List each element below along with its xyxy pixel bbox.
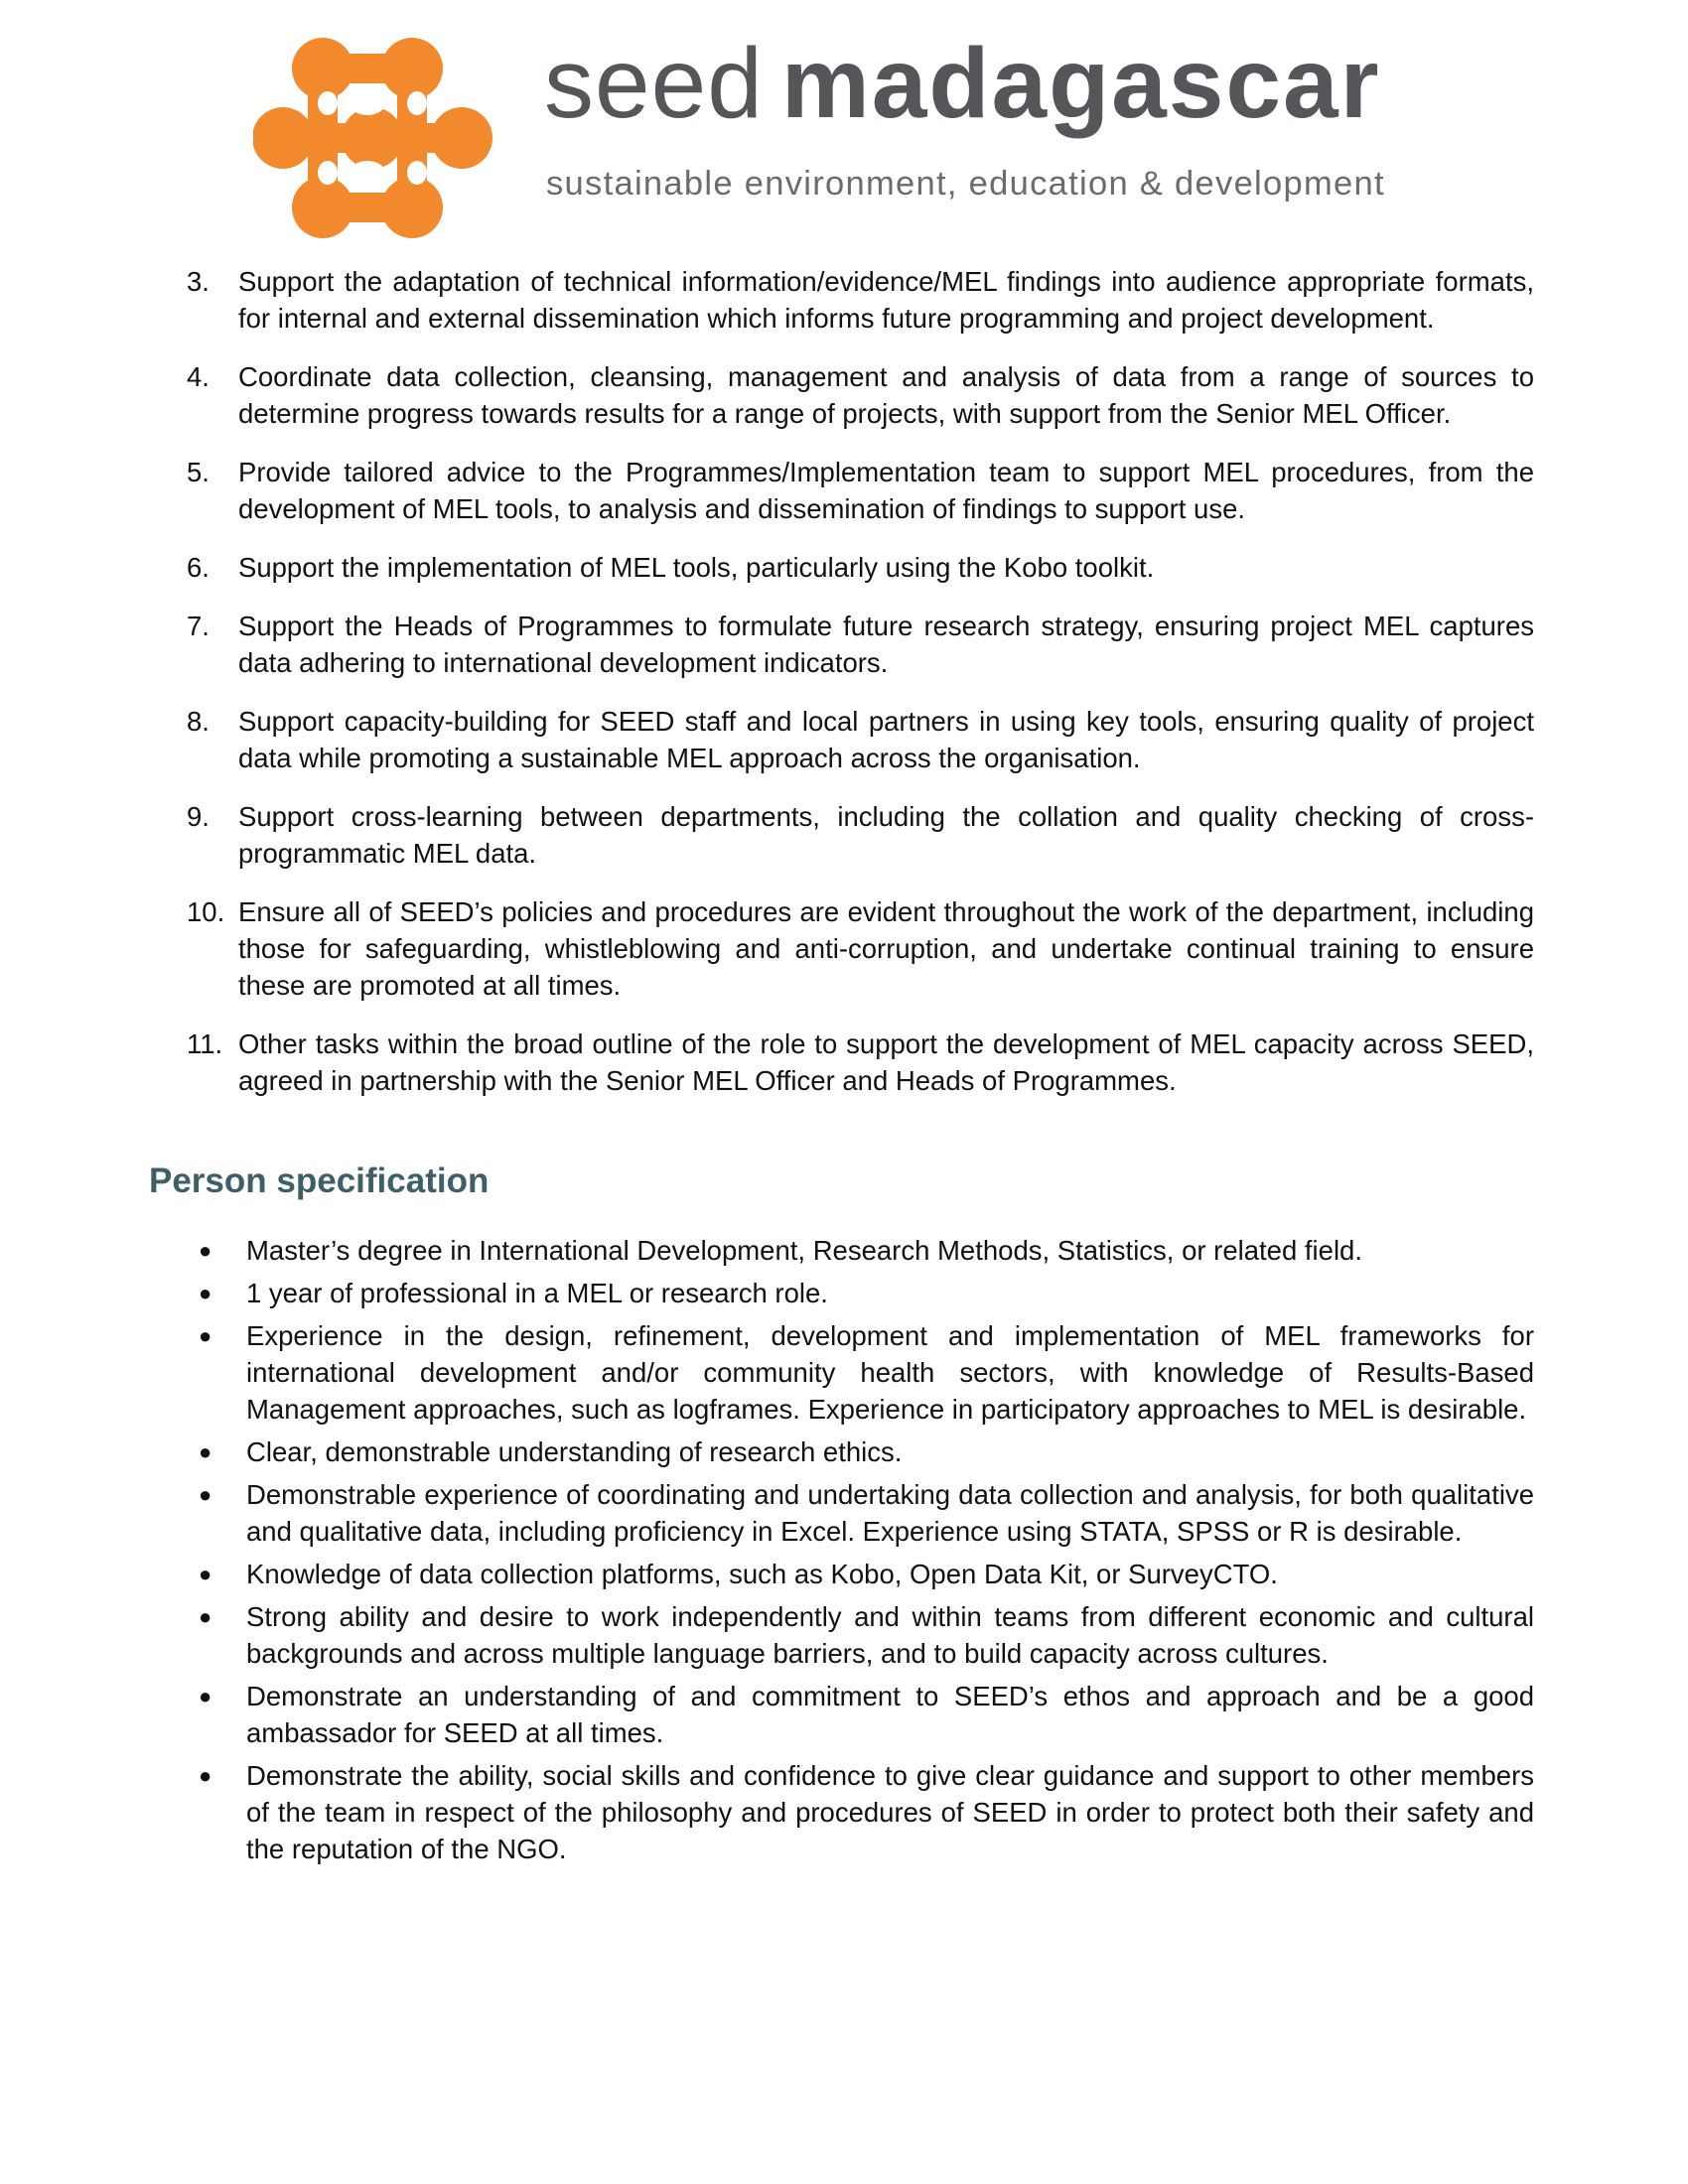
person-spec-item bbox=[149, 1476, 1534, 1550]
person-spec-item bbox=[149, 1556, 1534, 1592]
list-number: 4. bbox=[187, 361, 210, 392]
responsibility-text: Support the Heads of Programmes to formulate future research strategy, ensuring project MEL captures data adhering to international development indicators. bbox=[238, 611, 1534, 678]
responsibility-text: Support cross-learning between departments, including the collation and quality checking of cross-programmatic MEL data. bbox=[238, 801, 1534, 869]
responsibility-text: Support capacity-building for SEED staff and local partners in using key tools, ensuring quality of project data while promoting a sustainable MEL approach across the organisation. bbox=[238, 706, 1534, 773]
person-spec-item bbox=[149, 1232, 1534, 1269]
brand-tagline: sustainable environment, education & development bbox=[546, 165, 1385, 203]
bullet-icon: ● bbox=[199, 1439, 212, 1464]
list-number: 7. bbox=[187, 611, 210, 641]
list-number: 3. bbox=[187, 266, 210, 297]
responsibility-item bbox=[149, 263, 1534, 337]
responsibility-text: Support the adaptation of technical information/evidence/MEL findings into audience appropriate formats, for internal and external dissemination which informs future programming and project development. bbox=[238, 266, 1534, 334]
list-number: 5. bbox=[187, 457, 210, 487]
responsibility-text: Coordinate data collection, cleansing, management and analysis of data from a range of sources to determine progress towards results for a range of projects, with support from the Senior MEL Officer. bbox=[238, 361, 1534, 429]
list-number: 11. bbox=[187, 1028, 223, 1059]
person-spec-item bbox=[149, 1757, 1534, 1867]
responsibility-text: Provide tailored advice to the Programmes/Implementation team to support MEL procedures, from the development of MEL tools, to analysis and dissemination of findings to support use. bbox=[238, 457, 1534, 524]
document-body bbox=[149, 263, 1534, 1873]
section-title-person-specification: Person specification bbox=[149, 1161, 490, 1200]
person-spec-item bbox=[149, 1598, 1534, 1672]
person-spec-text: 1 year of professional in a MEL or research role. bbox=[246, 1278, 828, 1308]
person-spec-text: Demonstrate an understanding of and commitment to SEED’s ethos and approach and be a good ambassador for SEED at all times. bbox=[246, 1681, 1534, 1748]
person-spec-text: Knowledge of data collection platforms, such as Kobo, Open Data Kit, or SurveyCTO. bbox=[246, 1559, 1278, 1589]
letterhead bbox=[0, 0, 1688, 248]
bullet-icon: ● bbox=[199, 1604, 212, 1629]
responsibility-item bbox=[149, 798, 1534, 872]
responsibility-item bbox=[149, 549, 1534, 586]
responsibility-item bbox=[149, 608, 1534, 681]
person-spec-item bbox=[149, 1433, 1534, 1470]
list-number: 8. bbox=[187, 706, 210, 737]
brand-name-bold: madagascar bbox=[780, 28, 1381, 139]
responsibilities-list bbox=[149, 263, 1534, 1099]
responsibility-text: Other tasks within the broad outline of the role to support the development of MEL capacity across SEED, agreed in partnership with the Senior MEL Officer and Heads of Programmes. bbox=[238, 1028, 1534, 1096]
bullet-icon: ● bbox=[199, 1684, 212, 1708]
bullet-icon: ● bbox=[199, 1323, 212, 1348]
bullet-icon: ● bbox=[199, 1562, 212, 1586]
responsibility-item bbox=[149, 358, 1534, 432]
bullet-icon: ● bbox=[199, 1281, 212, 1305]
brand-name bbox=[544, 28, 1381, 139]
list-number: 6. bbox=[187, 552, 210, 583]
responsibility-item bbox=[149, 893, 1534, 1004]
person-spec-text: Demonstrable experience of coordinating and undertaking data collection and analysis, for both qualitative and qualitative data, including proficiency in Excel. Experience using STATA, SPSS or R is desirable. bbox=[246, 1479, 1534, 1547]
responsibility-text: Support the implementation of MEL tools, particularly using the Kobo toolkit. bbox=[238, 552, 1155, 583]
person-spec-text: Experience in the design, refinement, development and implementation of MEL frameworks for international development and/or community health sectors, with knowledge of Results-Based Management approaches, such as logframes. Experience in participatory approaches to MEL is desirable. bbox=[246, 1320, 1534, 1425]
bullet-icon: ● bbox=[199, 1482, 212, 1507]
person-spec-item bbox=[149, 1275, 1534, 1311]
list-number: 9. bbox=[187, 801, 210, 832]
responsibility-item bbox=[149, 454, 1534, 527]
responsibility-item bbox=[149, 703, 1534, 776]
person-spec-text: Strong ability and desire to work independently and within teams from different economic and cultural backgrounds and across multiple language barriers, and to build capacity across cultures. bbox=[246, 1601, 1534, 1669]
person-spec-text: Clear, demonstrable understanding of research ethics. bbox=[246, 1436, 903, 1467]
person-spec-item bbox=[149, 1678, 1534, 1751]
person-specification-list bbox=[149, 1232, 1534, 1867]
bullet-icon: ● bbox=[199, 1238, 212, 1263]
person-spec-text: Demonstrate the ability, social skills and confidence to give clear guidance and support to other members of the team in respect of the philosophy and procedures of SEED in order to protect both their safety and the reputation of the NGO. bbox=[246, 1760, 1534, 1864]
responsibility-text: Ensure all of SEED’s policies and procedures are evident throughout the work of the department, including those for safeguarding, whistleblowing and anti-corruption, and undertake continual training to ensure these are promoted at all times. bbox=[238, 896, 1534, 1001]
seed-madagascar-logo-icon bbox=[253, 36, 511, 244]
bullet-icon: ● bbox=[199, 1763, 212, 1788]
responsibility-item bbox=[149, 1025, 1534, 1099]
person-spec-text: Master’s degree in International Development, Research Methods, Statistics, or related field. bbox=[246, 1235, 1362, 1266]
person-spec-item bbox=[149, 1317, 1534, 1428]
brand-name-light: seed bbox=[544, 28, 764, 139]
list-number: 10. bbox=[187, 896, 225, 927]
